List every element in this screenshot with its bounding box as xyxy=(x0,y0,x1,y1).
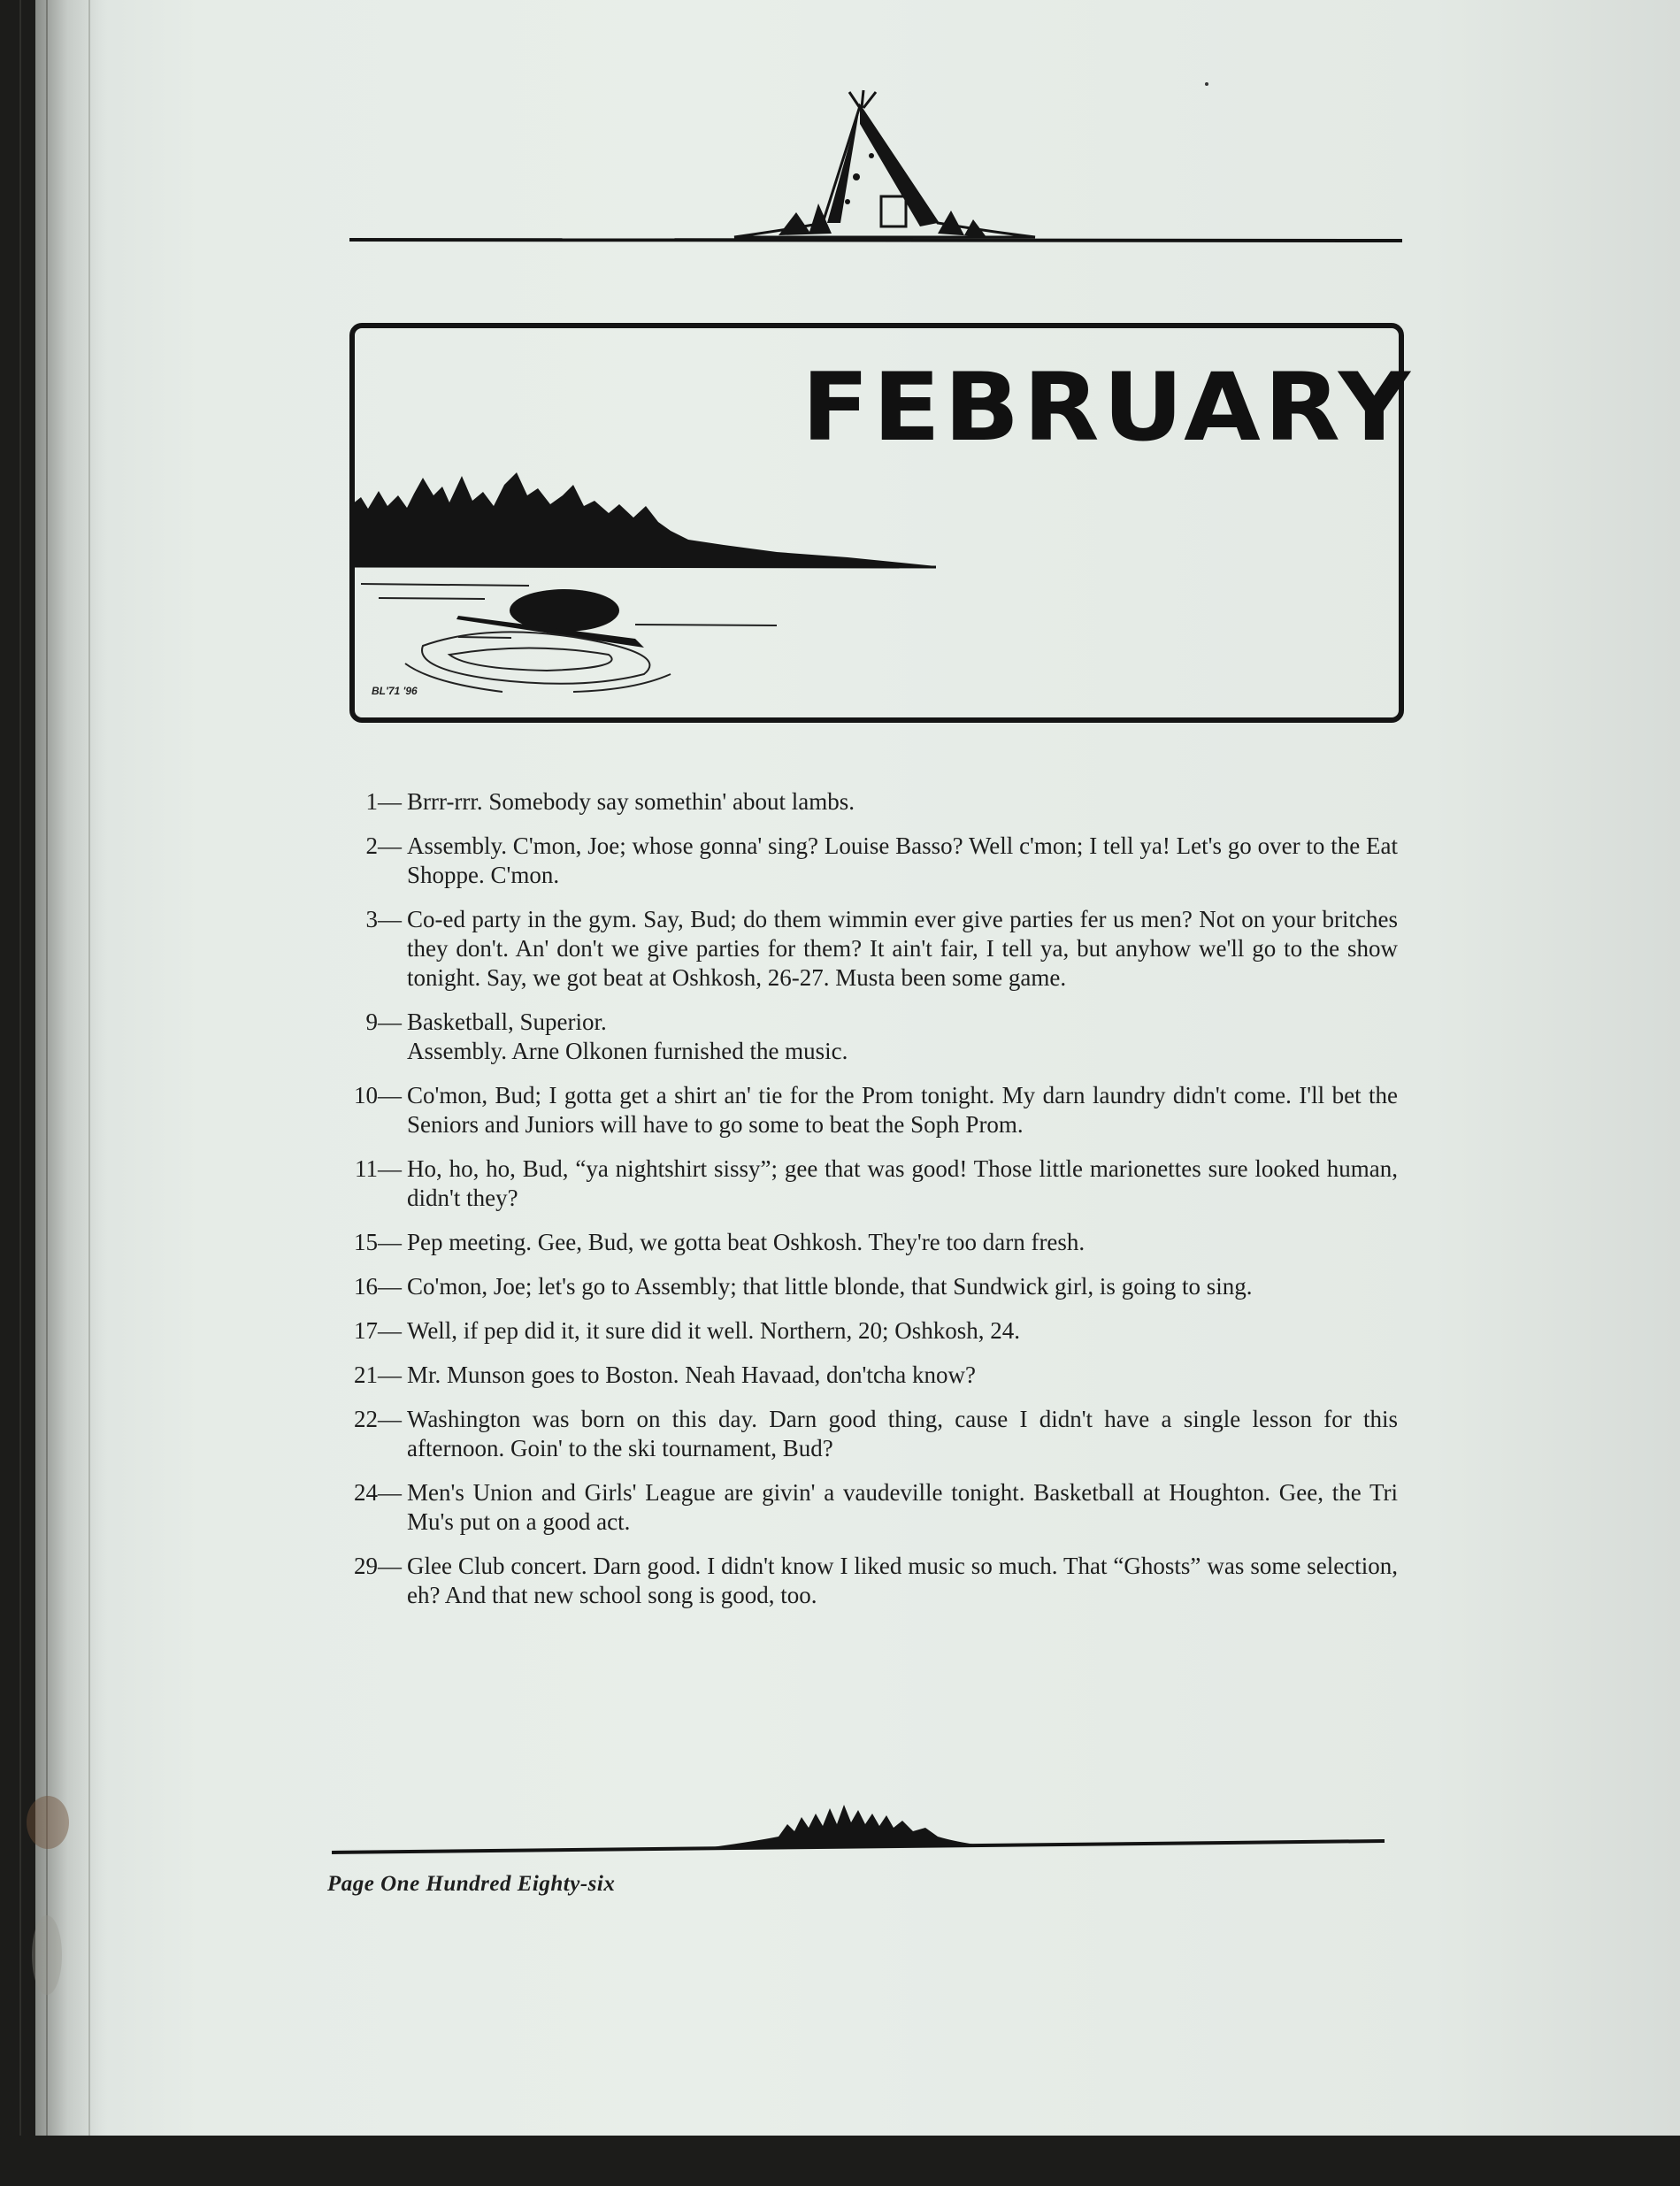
entry-date: 9— xyxy=(365,1009,402,1035)
calendar-entry xyxy=(327,1154,1398,1213)
page-stain xyxy=(32,1915,62,1995)
calendar-entry xyxy=(327,832,1398,890)
entry-text: Men's Union and Girls' League are givin' a vaudeville tonight. Basketball at Houghton. Gee, the Tri Mu's put on a good act. xyxy=(407,1479,1398,1535)
entry-text: Washington was born on this day. Darn good thing, cause I didn't have a single lesson for this afternoon. Goin' to the ski tournament, Bud? xyxy=(407,1406,1398,1461)
entry-date: 21— xyxy=(354,1361,402,1388)
entry-date: 24— xyxy=(354,1479,402,1506)
calendar-entry xyxy=(327,1316,1398,1346)
page-edge-line xyxy=(88,0,90,2136)
entry-date: 11— xyxy=(355,1155,402,1182)
entry-text: Co'mon, Joe; let's go to Assembly; that little blonde, that Sundwick girl, is going to sing. xyxy=(407,1273,1253,1300)
entry-date: 16— xyxy=(354,1273,402,1300)
month-title: FEBRUARY xyxy=(802,353,1415,463)
shrub-icon xyxy=(938,211,986,237)
entry-date: 15— xyxy=(354,1229,402,1255)
page-number-label: Page One Hundred Eighty-six xyxy=(327,1872,616,1896)
calendar-entry xyxy=(327,1228,1398,1257)
entry-text: Co'mon, Bud; I gotta get a shirt an' tie for the Prom tonight. My darn laundry didn't come. I'll bet the Seniors and Juniors will have to go some to beat the Soph Prom. xyxy=(407,1082,1398,1138)
entry-date: 22— xyxy=(354,1406,402,1432)
entry-date: 1— xyxy=(365,788,402,815)
entry-date: 2— xyxy=(365,832,402,859)
entry-text: Glee Club concert. Darn good. I didn't know I liked music so much. That “Ghosts” was some selection, eh? And that new school song is good, too. xyxy=(407,1553,1398,1608)
entry-text: Pep meeting. Gee, Bud, we gotta beat Oshkosh. They're too darn fresh. xyxy=(407,1229,1085,1255)
teepee-header-ornament xyxy=(0,0,1680,265)
entry-date: 29— xyxy=(354,1553,402,1579)
calendar-entry xyxy=(327,1361,1398,1390)
calendar-entry xyxy=(327,1272,1398,1301)
shrub-icon xyxy=(779,203,832,235)
treeline-icon xyxy=(352,472,936,566)
entry-text: Basketball, Superior. xyxy=(407,1009,607,1035)
calendar-entry xyxy=(327,1081,1398,1139)
entry-text: Assembly. C'mon, Joe; whose gonna' sing? Louise Basso? Well c'mon; I tell ya! Let's go over to the Eat Shoppe. C'mon. xyxy=(407,832,1398,888)
entry-text: Co-ed party in the gym. Say, Bud; do them wimmin ever give parties fer us men? Not on your britches they don't. An' don't we give parties for them? It ain't fair, I tell ya, but anyhow we'll go to the show tonight. Say, we got beat at Oshkosh, 26-27. Musta been some game. xyxy=(407,906,1398,991)
entry-date: 10— xyxy=(354,1082,402,1108)
teepee-icon xyxy=(734,106,1035,237)
calendar-entry xyxy=(327,1008,1398,1066)
entry-text: Mr. Munson goes to Boston. Neah Havaad, don'tcha know? xyxy=(407,1361,977,1388)
calendar-entry xyxy=(327,905,1398,993)
entry-text-secondary: Assembly. Arne Olkonen furnished the music. xyxy=(407,1038,848,1064)
entry-text: Well, if pep did it, it sure did it well. Northern, 20; Oshkosh, 24. xyxy=(407,1317,1020,1344)
entry-text: Ho, ho, ho, Bud, “ya nightshirt sissy”; gee that was good! Those little marionettes sure looked human, didn't they? xyxy=(407,1155,1398,1211)
entry-text: Brrr-rrr. Somebody say somethin' about lambs. xyxy=(407,788,855,815)
entry-date: 3— xyxy=(365,906,402,932)
calendar-entry xyxy=(327,787,1398,817)
page-stain xyxy=(27,1796,69,1849)
artist-signature: BL'71 '96 xyxy=(372,685,418,697)
calendar-entry xyxy=(327,1552,1398,1610)
entry-date: 17— xyxy=(354,1317,402,1344)
page-edge-line xyxy=(19,0,21,2136)
calendar-entry xyxy=(327,1478,1398,1537)
calendar-entries xyxy=(327,787,1398,1625)
calendar-entry xyxy=(327,1405,1398,1463)
lake-scene-illustration xyxy=(352,442,971,708)
